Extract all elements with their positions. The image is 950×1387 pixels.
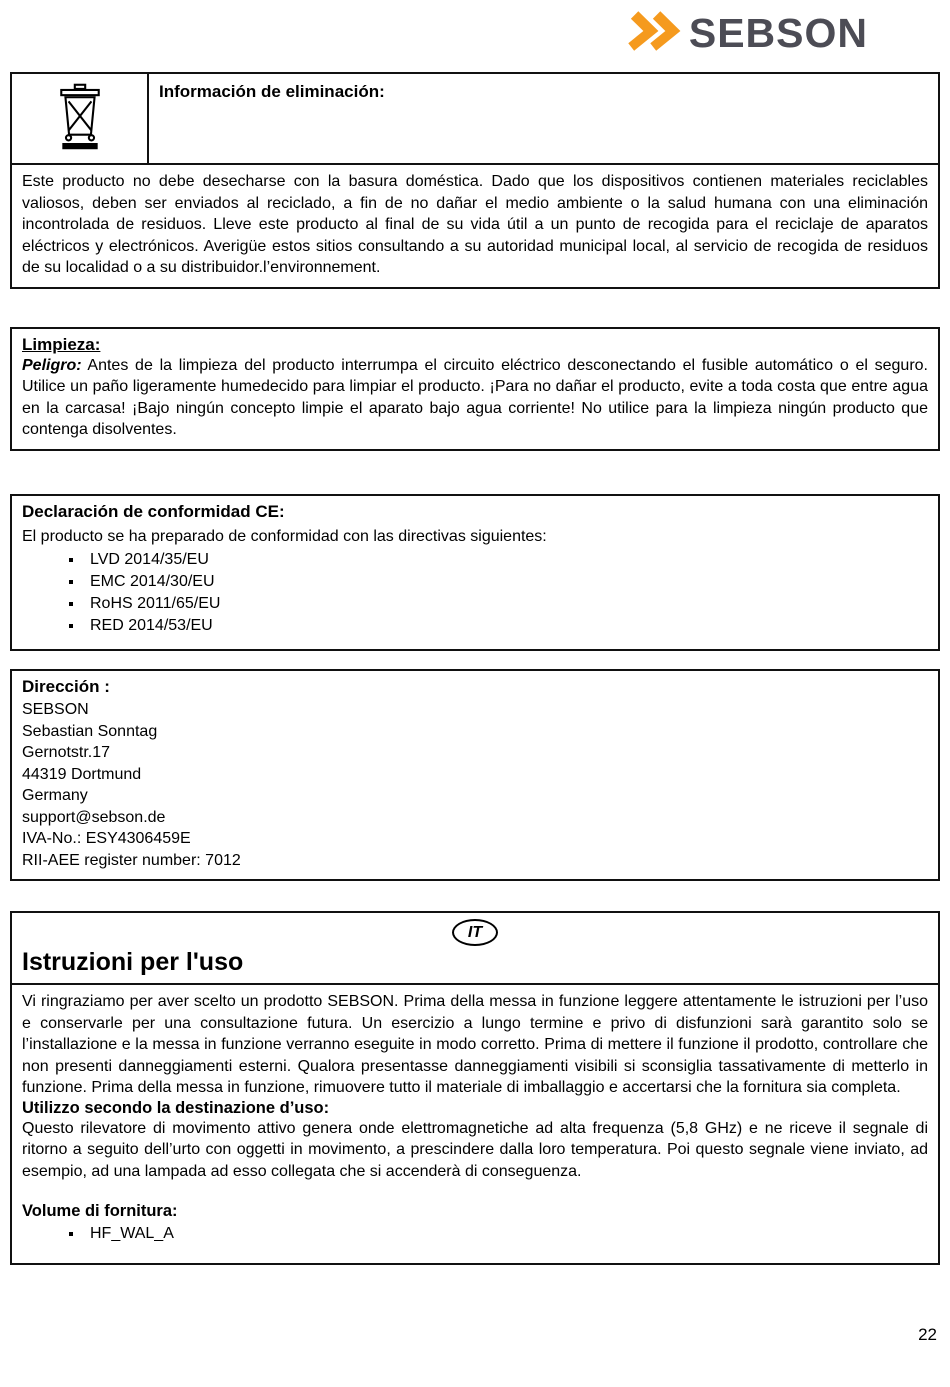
address-line: Sebastian Sonntag [22, 722, 158, 740]
disposal-body-text: Este producto no debe desecharse con la basura doméstica. Dado que los dispositivos contienen materiales reciclables valiosos, deben ser enviados al reciclado, a fin de no dañar el medio ambiente o la salud humana con una eliminación incontrolada de residuos. Lleve este producto al final de su vida útil a un punto de recogida para el reciclaje de aparatos eléctricos y electrónicos. Averigüe estos sitios consultando a su autoridad municipal local, al servicio de recogida de residuos de su localidad o a su distribuidor.l’environnement. [22, 173, 928, 276]
address-line: IVA-No.: ESY4306459E [22, 830, 191, 847]
address-line: Germany [22, 787, 88, 804]
directive-item: ▪ RoHS 2011/65/EU [84, 593, 928, 615]
language-badge-row [12, 913, 938, 946]
language-badge-it: IT [452, 919, 498, 946]
disposal-heading-cell [149, 74, 938, 163]
address-line: RII-AEE register number: 7012 [22, 851, 241, 869]
ce-directive-list [22, 549, 928, 637]
ce-heading: Declaración de conformidad CE: [22, 501, 285, 521]
italian-intro: Vi ringraziamo per aver scelto un prodotto SEBSON. Prima della messa in funzione leggere attentamente le istruzioni per l’uso e conservarle per una consultazione futura. Un esercizio a lungo termine e privo di disfunzioni sarà garantito solo se l’installazione e la messa in funzione verranno eseguite in modo corretto. Prima di mettere il funzione il prodotto, controllare che non presenti danneggiamenti esterni. Qualora presentasse danneggiamenti visibili si sconsiglia tassativamente di metterlo in funzione. Prima della messa in funzione, rimuovere tutto il materiale di imballaggio e accertarsi che la fornitura sia completa. [22, 993, 928, 1096]
cleaning-body [22, 355, 928, 441]
scope-heading: Volume di fornitura: [22, 1202, 178, 1220]
danger-label: Peligro: [22, 356, 82, 374]
scope-list [22, 1223, 928, 1245]
logo-chevrons-icon [627, 11, 683, 56]
cleaning-heading: Limpieza: [22, 334, 101, 354]
directive-item: ▪ RED 2014/53/EU [84, 615, 928, 637]
disposal-header [10, 72, 940, 165]
ce-intro: El producto se ha preparado de conformidad con las directivas siguientes: [22, 527, 547, 545]
italian-heading: Istruzioni per l'uso [12, 946, 938, 985]
address-line: support@sebson.de [22, 808, 166, 826]
address-section [10, 669, 940, 881]
disposal-icon-cell [12, 74, 149, 163]
disposal-body-box [10, 163, 940, 289]
cleaning-body-text: Antes de la limpieza del producto interrumpa el circuito eléctrico desconectando el fusible automático o el seguro. Utilice un paño ligeramente humedecido para limpiar el producto. ¡Para no dañar el producto, evite a toda costa que entre agua en la carcasa! ¡Bajo ningún concepto limpie el aparato bajo agua corriente! No utilice para la limpieza ningún producto que contenga disolventes. [22, 356, 928, 438]
logo-text: SEBSON [688, 9, 868, 56]
disposal-heading: Información de eliminación: [159, 82, 385, 101]
spacer [22, 1182, 928, 1202]
ce-conformity-section [10, 494, 940, 652]
weee-crossed-bin-icon [54, 82, 106, 163]
header-bar [10, 0, 940, 62]
directive-item: ▪ LVD 2014/35/EU [84, 549, 928, 571]
cleaning-section [10, 327, 940, 451]
address-line: Gernotstr.17 [22, 744, 111, 761]
usage-heading: Utilizzo secondo la destinazione d’uso: [22, 1098, 330, 1117]
page-number: 22 [918, 1325, 937, 1344]
scope-item: ▪ HF_WAL_A [84, 1223, 928, 1245]
usage-body: Questo rilevatore di movimento attivo genera onde elettromagnetiche ad alta frequenza (5,8 GHz) e ne riceve il segnale di ritorno a seguito dell’urto con oggetti in movimento, a prescindere dalla loro temperatura. Poi questo segnale viene inviato, ad esempio, ad una lampada ad esso collegata che si accenderà di conseguenza. [22, 1119, 928, 1180]
directive-item: ▪ EMC 2014/30/EU [84, 571, 928, 593]
italian-instructions-section [10, 911, 940, 1265]
address-line: 44319 Dortmund [22, 765, 142, 783]
address-heading: Dirección : [22, 677, 110, 696]
address-line: SEBSON [22, 701, 89, 718]
sebson-logo [627, 11, 868, 56]
